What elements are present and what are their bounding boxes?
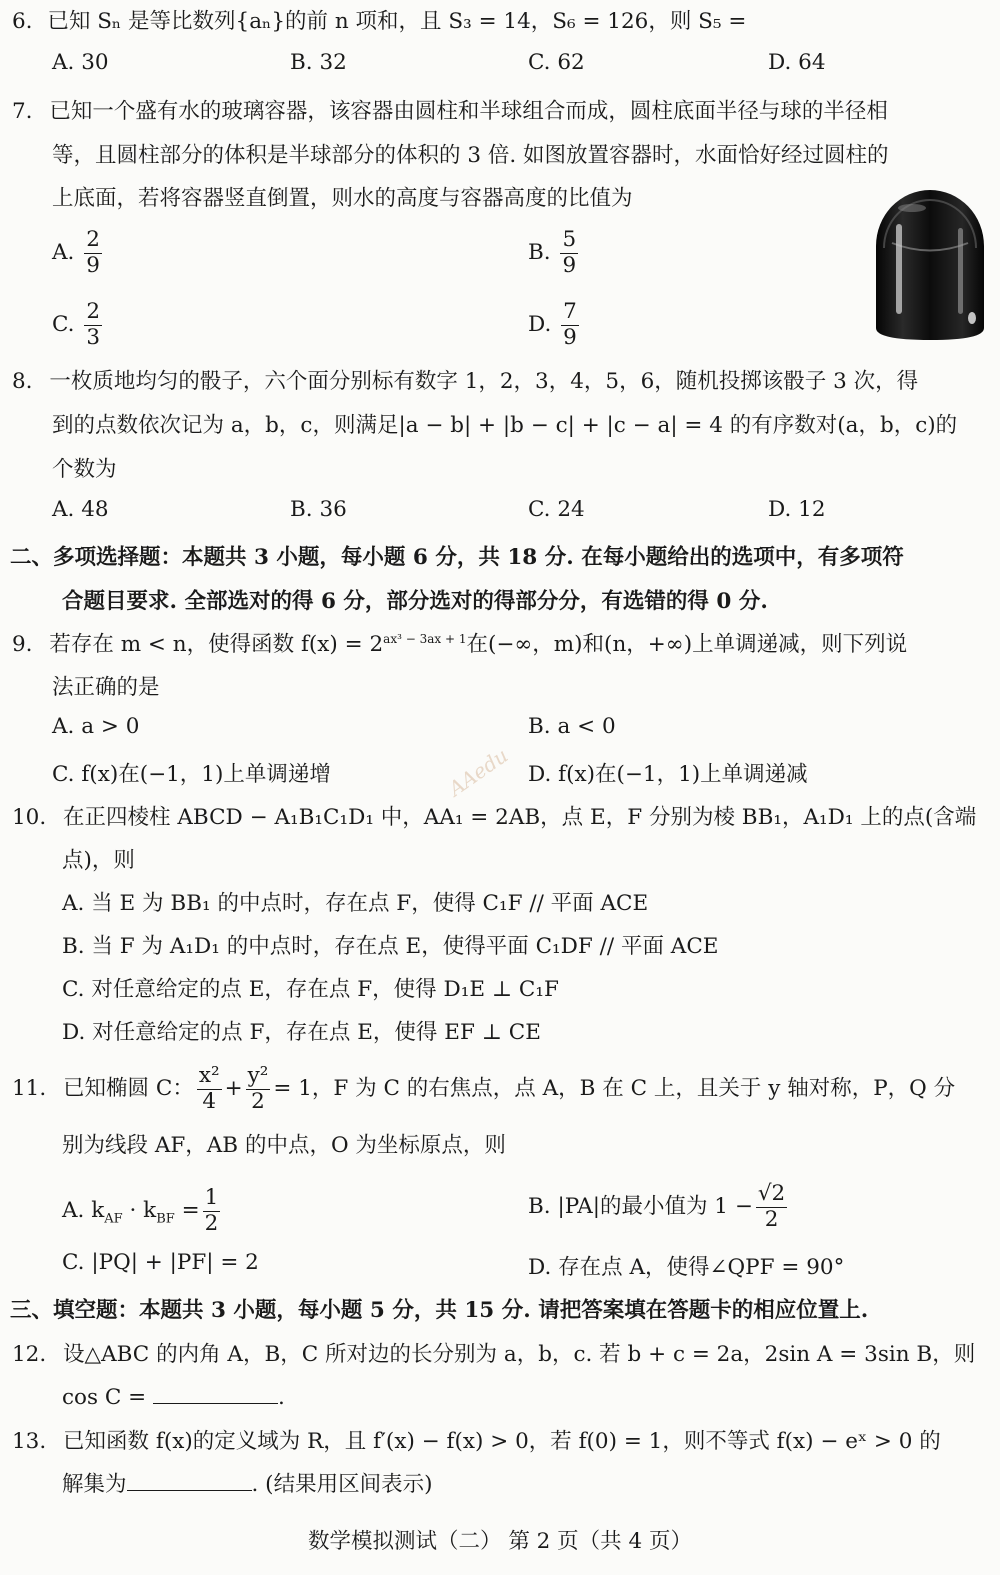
q8-number: 8.: [12, 369, 33, 394]
q10-text-1: 在正四棱柱 ABCD − A₁B₁C₁D₁ 中，AA₁ = 2AB，点 E，F 分别为棱 BB₁，A₁D₁ 上的点(含端: [63, 805, 977, 830]
q9-text-1a: 若存在 m < n，使得函数 f(x) = 2: [49, 632, 384, 657]
q9-option-c: C. f(x)在(−1，1)上单调递增: [52, 762, 331, 787]
q8-option-d: D. 12: [768, 497, 826, 522]
q10-option-d: D. 对任意给定的点 F，存在点 E，使得 EF ⊥ CE: [62, 1020, 541, 1045]
q7-option-a-label: A.: [52, 240, 75, 266]
q12-stem-line1: [12, 1337, 975, 1368]
q7-option-a: [52, 228, 105, 278]
section-2-heading: 二、多项选择题：本题共 3 小题，每小题 6 分，共 18 分. 在每小题给出的选项中，有多项符: [10, 545, 904, 570]
q6-number: 6.: [12, 9, 33, 34]
q7-text-1: 已知一个盛有水的玻璃容器，该容器由圆柱和半球组合而成，圆柱底面半径与球的半径相: [49, 99, 888, 124]
q7-option-d-fraction: [561, 300, 579, 350]
q9-option-a: A. a > 0: [52, 714, 140, 739]
q11-option-d: D. 存在点 A，使得∠QPF = 90°: [528, 1255, 845, 1280]
denominator: 3: [86, 324, 101, 350]
numerator: 2: [86, 299, 101, 324]
section-3-heading: 三、填空题：本题共 3 小题，每小题 5 分，共 15 分. 请把答案填在答题卡的相应位置上.: [10, 1298, 869, 1323]
q10-option-c: C. 对任意给定的点 E，存在点 F，使得 D₁E ⊥ C₁F: [62, 977, 559, 1002]
q11-text-pre: 已知椭圆 C：: [63, 1076, 194, 1101]
q10-stem-line2: 点)，则: [62, 848, 135, 873]
denominator: 2: [251, 1088, 265, 1114]
numerator: 5: [562, 227, 577, 252]
q11-option-c: C. |PQ| + |PF| = 2: [62, 1250, 259, 1275]
q6-text: 已知 Sₙ 是等比数列{aₙ}的前 n 项和，且 S₃ = 14，S₆ = 126，则 S₅ =: [47, 9, 747, 34]
q9-stem-line1: [12, 627, 907, 658]
q8-option-b: B. 36: [290, 497, 347, 522]
q12-text-2: cos C =: [62, 1385, 147, 1410]
q9-number: 9.: [12, 632, 33, 657]
q6-option-c: C. 62: [528, 50, 585, 75]
denominator: 9: [86, 252, 100, 278]
watermark: AAedu: [444, 743, 513, 801]
q8-option-c: C. 24: [528, 497, 585, 522]
numerator: √2: [757, 1181, 786, 1206]
q11-a-sub1: AF: [104, 1211, 123, 1227]
q11-a-mid: · k: [122, 1198, 157, 1224]
denominator: 9: [563, 324, 577, 350]
q11-number: 11.: [12, 1076, 47, 1101]
q13-text-2: 解集为: [62, 1472, 127, 1497]
q12-text-1: 设△ABC 的内角 A，B，C 所对边的长分别为 a，b，c. 若 b + c = 2a，2sin A = 3sin B，则: [63, 1342, 976, 1367]
denominator: 4: [202, 1088, 217, 1114]
q8-stem-line1: [12, 364, 918, 395]
page-footer: 数学模拟测试（二） 第 2 页（共 4 页）: [307, 1529, 693, 1554]
q7-option-c-label: C.: [52, 312, 75, 338]
q13-text-1: 已知函数 f(x)的定义域为 R，且 f′(x) − f(x) > 0，若 f(0) = 1，则不等式 f(x) − eˣ > 0 的: [63, 1429, 941, 1454]
numerator: y²: [247, 1062, 269, 1088]
q12-text-end: .: [278, 1385, 285, 1410]
q11-option-a: [62, 1186, 223, 1236]
q9-option-b: B. a < 0: [528, 714, 616, 739]
q8-stem-line2: 到的点数依次记为 a，b，c，则满足|a − b| + |b − c| + |c − a| = 4 的有序数对(a，b，c)的: [52, 413, 958, 438]
q11-stem-line2: 别为线段 AF，AB 的中点，O 为坐标原点，则: [62, 1133, 506, 1158]
q7-option-b: [528, 228, 581, 278]
q12-stem-line2: [62, 1381, 285, 1410]
q11-plus: +: [224, 1076, 243, 1101]
q6-option-d: D. 64: [768, 50, 826, 75]
q7-option-d-label: D.: [528, 312, 552, 338]
q11-a-eq: =: [174, 1198, 200, 1224]
q8-text-1: 一枚质地均匀的骰子，六个面分别标有数字 1，2，3，4，5，6，随机投掷该骰子 3 次，得: [49, 369, 919, 394]
q6-option-b: B. 32: [290, 50, 347, 75]
q13-answer-blank[interactable]: [127, 1468, 252, 1491]
q10-option-b: B. 当 F 为 A₁D₁ 的中点时，存在点 E，使得平面 C₁DF // 平面 ACE: [62, 934, 719, 959]
q9-stem-line2: 法正确的是: [52, 675, 160, 700]
denominator: 2: [764, 1206, 779, 1232]
denominator: 2: [204, 1210, 219, 1236]
q13-text-end: . (结果用区间表示): [251, 1472, 433, 1497]
q6-stem: [12, 4, 746, 35]
q7-stem-line3: 上底面，若将容器竖直倒置，则水的高度与容器高度的比值为: [52, 186, 633, 211]
q11-fraction-y: [246, 1064, 271, 1114]
q10-number: 10.: [12, 805, 47, 830]
q11-b-text: B. |PA|的最小值为 1 −: [528, 1194, 753, 1220]
q13-stem-line2: [62, 1467, 432, 1498]
q11-stem-line1: [12, 1062, 955, 1116]
q12-answer-blank[interactable]: [153, 1381, 278, 1404]
q7-option-c-fraction: [84, 300, 102, 350]
q11-a-sub2: BF: [156, 1211, 175, 1227]
q7-option-a-fraction: [84, 228, 102, 278]
q13-stem-line1: [12, 1424, 941, 1455]
q9-exponent: ax³ − 3ax + 1: [383, 631, 467, 646]
q11-fraction-x: [197, 1064, 222, 1114]
q6-option-a: A. 30: [52, 50, 109, 75]
q11-b-fraction: [756, 1182, 787, 1232]
q9-text-1b: 在(−∞，m)和(n，+∞)上单调递减，则下列说: [466, 632, 908, 657]
q10-option-a: A. 当 E 为 BB₁ 的中点时，存在点 F，使得 C₁F // 平面 ACE: [62, 891, 649, 916]
q12-number: 12.: [12, 1342, 47, 1367]
section-2-instructions: 合题目要求. 全部选对的得 6 分，部分选对的得部分分，有选错的得 0 分.: [62, 589, 768, 614]
q7-option-b-fraction: [560, 228, 578, 278]
q11-option-b: [528, 1182, 790, 1232]
q7-option-b-label: B.: [528, 240, 551, 266]
q13-number: 13.: [12, 1429, 47, 1454]
q7-stem-line2: 等，且圆柱部分的体积是半球部分的体积的 3 倍. 如图放置容器时，水面恰好经过圆柱的: [52, 143, 889, 168]
q8-option-a: A. 48: [52, 497, 109, 522]
q10-stem-line1: [12, 800, 976, 831]
denominator: 9: [562, 252, 577, 278]
container-illustration: [872, 188, 988, 341]
q9-option-d: D. f(x)在(−1，1)上单调递减: [528, 762, 808, 787]
q7-stem-line1: [12, 94, 888, 125]
numerator: x²: [198, 1062, 220, 1088]
q7-option-c: [52, 300, 105, 350]
q11-text-post: = 1，F 为 C 的右焦点，点 A，B 在 C 上，且关于 y 轴对称，P，Q 分: [273, 1076, 956, 1101]
container-body: [876, 190, 984, 340]
numerator: 1: [204, 1185, 219, 1210]
glass-container-figure: [872, 188, 988, 341]
numerator: 7: [563, 299, 577, 324]
q11-a-fraction: [203, 1186, 221, 1236]
highlight: [896, 224, 902, 314]
numerator: 2: [86, 227, 100, 252]
q8-stem-line3: 个数为: [52, 457, 117, 482]
q7-option-d: [528, 300, 582, 350]
q11-a-text: A. k: [62, 1198, 105, 1224]
q7-number: 7.: [12, 99, 33, 124]
